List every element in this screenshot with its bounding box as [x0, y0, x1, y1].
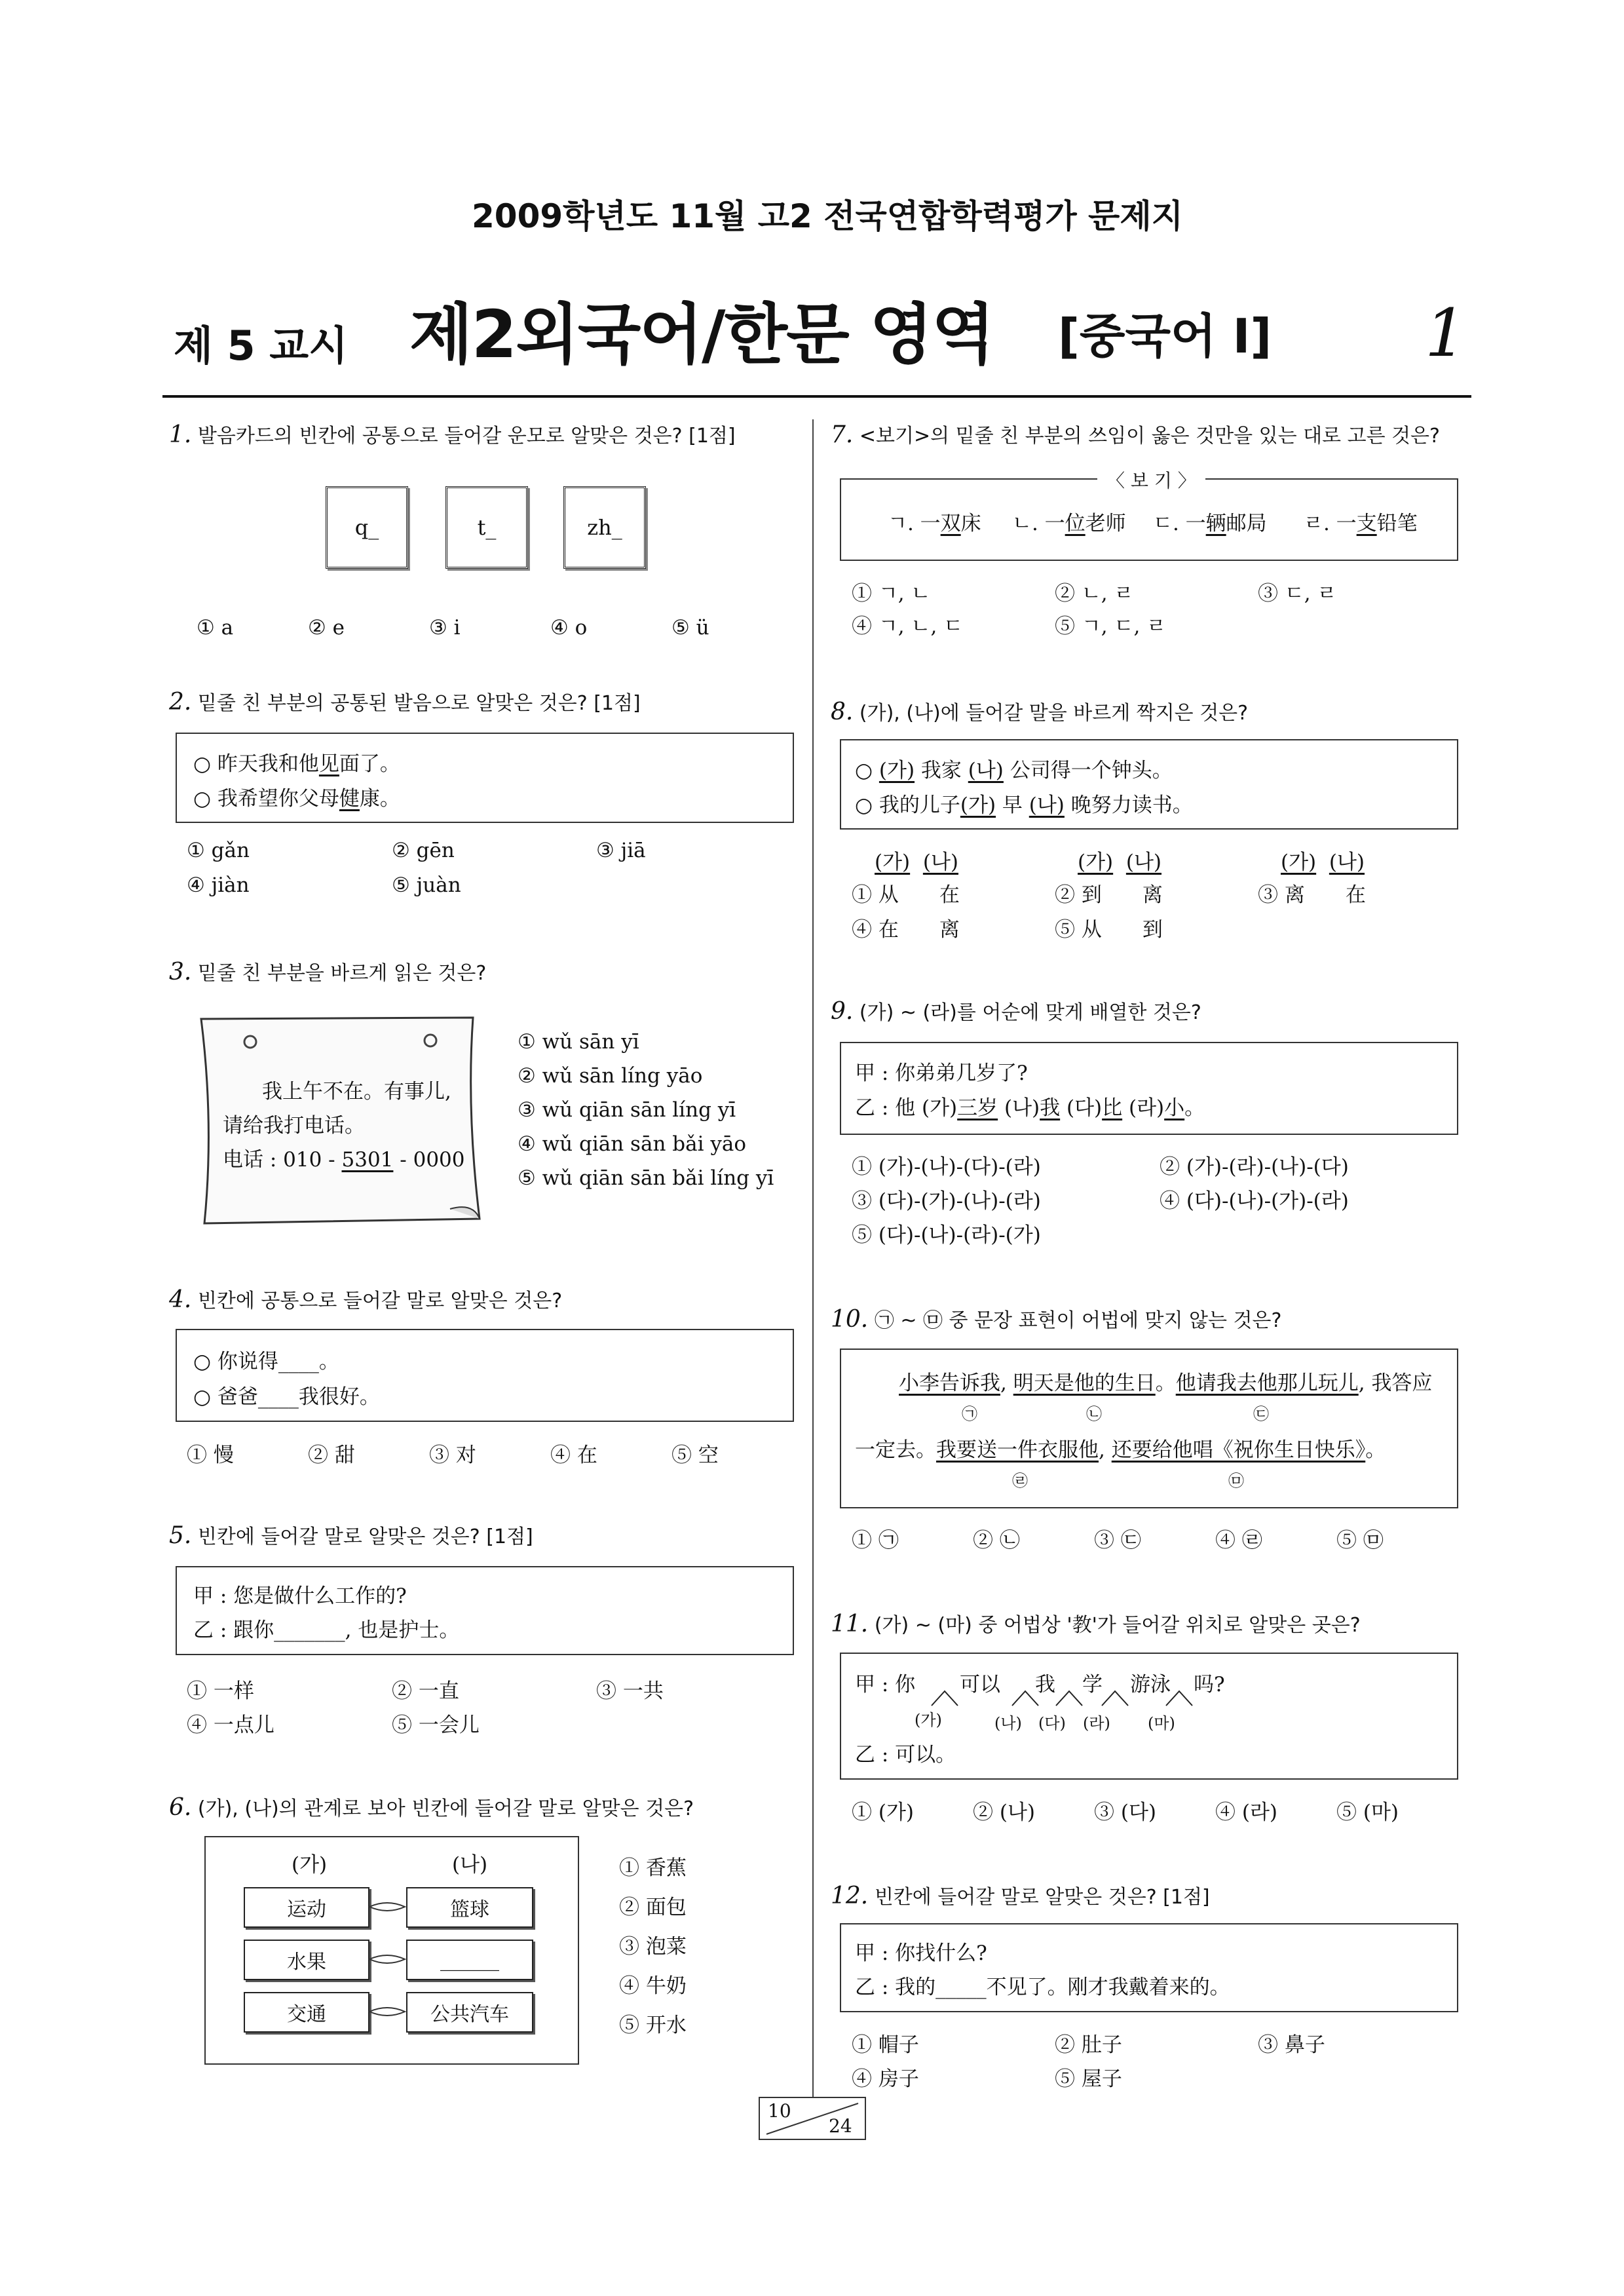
q11-option-2[interactable]: ② (나)	[973, 1801, 1035, 1824]
q7-option-2[interactable]: ② ㄴ, ㄹ	[1055, 582, 1134, 605]
q4-option-2[interactable]: ② 甜	[308, 1444, 355, 1467]
q5-option-5[interactable]: ⑤ 一会儿	[392, 1713, 480, 1737]
q10-option-3[interactable]: ③ ㉢	[1094, 1529, 1141, 1552]
q11-option-3[interactable]: ③ (다)	[1094, 1801, 1156, 1824]
q5-line-1: 甲 : 您是做什么工作的?	[193, 1584, 407, 1608]
q2-option-1[interactable]: ① gǎn	[187, 839, 250, 862]
q11-word-2: 可以	[960, 1673, 1000, 1696]
q11-option-5[interactable]: ⑤ (마)	[1336, 1801, 1399, 1824]
q6-option-5[interactable]: ⑤ 开水	[619, 2014, 687, 2037]
q8-line-2: ○ 我的儿子(가) 早 (나) 晚努力读书。	[855, 794, 1193, 817]
q8-option-3[interactable]: ③ 离 在	[1258, 883, 1366, 907]
q4-option-1[interactable]: ① 慢	[187, 1444, 234, 1467]
q9-option-2[interactable]: ② (가)-(라)-(나)-(다)	[1160, 1155, 1349, 1179]
q9-line-2: 乙 : 他 (가)三岁 (나)我 (다)比 (라)小。	[855, 1096, 1205, 1120]
q6-option-3[interactable]: ③ 泡菜	[619, 1935, 687, 1959]
question-1: 1. 발음카드의 빈칸에 공통으로 들어갈 운모로 알맞은 것은? [1점]	[169, 421, 736, 448]
q11-word-4: 学	[1082, 1673, 1103, 1696]
q8-header-3: (가) (나)	[1281, 851, 1365, 874]
q10-line-2: 一定去。我要送一件衣服他, 还要给他唱《祝你生日快乐》。	[855, 1438, 1386, 1462]
q12-option-5[interactable]: ⑤ 屋子	[1055, 2067, 1122, 2091]
q10-line-1: 小李告诉我, 明天是他的生日。他请我去他那儿玩儿, 我答应	[899, 1371, 1433, 1395]
q6-left-1: 运动	[244, 1887, 369, 1928]
q6-option-1[interactable]: ① 香蕉	[619, 1856, 687, 1880]
q5-line-2: 乙 : 跟你_______, 也是护士。	[193, 1618, 460, 1642]
q2-line-2: ○ 我希望你父母健康。	[193, 787, 400, 811]
q6-ga-label: (가)	[292, 1853, 328, 1877]
q9-option-1[interactable]: ① (가)-(나)-(다)-(라)	[852, 1155, 1041, 1179]
subject-sub: [중국어 Ⅰ]	[1058, 309, 1272, 364]
q3-option-1[interactable]: ① wǔ sān yī	[518, 1030, 639, 1054]
question-4: 4. 빈칸에 공통으로 들어갈 말로 알맞은 것은?	[169, 1286, 563, 1313]
header-rule	[162, 395, 1471, 398]
q5-option-3[interactable]: ③ 一共	[596, 1679, 664, 1703]
question-12: 12. 빈칸에 들어갈 말로 알맞은 것은? [1점]	[831, 1883, 1210, 1909]
q10-mark-2: ㉡	[1086, 1405, 1102, 1423]
q12-line-1: 甲 : 你找什么?	[855, 1942, 987, 1965]
q11-mark-3: (다)	[1038, 1714, 1066, 1732]
q5-option-2[interactable]: ② 一直	[392, 1679, 459, 1703]
q12-option-4[interactable]: ④ 房子	[852, 2067, 919, 2091]
memo-line-3: 电话 : 010 - 5301 - 0000	[223, 1148, 465, 1172]
q6-option-2[interactable]: ② 面包	[619, 1896, 687, 1919]
pinyin-card-3: zh_	[563, 486, 646, 569]
q10-option-2[interactable]: ② ㉡	[973, 1529, 1020, 1552]
q10-mark-3: ㉢	[1253, 1405, 1269, 1423]
footer-total: 24	[829, 2115, 852, 2137]
q7-item-1: ㄱ. 一双床	[888, 512, 981, 535]
q10-mark-1: ㉠	[962, 1405, 977, 1423]
page-number: 1	[1425, 295, 1467, 372]
q6-left-2: 水果	[244, 1940, 369, 1980]
q7-item-4: ㄹ. 一支铅笔	[1304, 512, 1418, 535]
q12-line-2: 乙 : 我的_____不见了。刚才我戴着来的。	[855, 1976, 1230, 1999]
footer-page: 10	[768, 2100, 791, 2122]
exam-title: 2009학년도 11월 고2 전국연합학력평가 문제지	[472, 197, 1183, 235]
question-5: 5. 빈칸에 들어갈 말로 알맞은 것은? [1점]	[169, 1522, 533, 1549]
q5-option-4[interactable]: ④ 一点儿	[187, 1713, 274, 1737]
q2-option-2[interactable]: ② gēn	[392, 839, 455, 862]
q7-option-5[interactable]: ⑤ ㄱ, ㄷ, ㄹ	[1055, 615, 1167, 638]
q8-header-1: (가) (나)	[875, 851, 958, 874]
relation-arrows	[367, 1887, 407, 2038]
q11-mark-5: (마)	[1148, 1714, 1175, 1732]
q6-option-4[interactable]: ④ 牛奶	[619, 1974, 687, 1998]
q2-line-1: ○ 昨天我和他见面了。	[193, 752, 400, 776]
question-7: 7. <보기>의 밑줄 친 부분의 쓰임이 옳은 것만을 있는 대로 고른 것은?	[831, 421, 1440, 448]
q10-option-1[interactable]: ① ㉠	[852, 1529, 899, 1552]
q11-line-2: 乙 : 可以。	[855, 1743, 956, 1767]
q1-option-4[interactable]: ④ o	[550, 616, 588, 640]
q9-line-1: 甲 : 你弟弟几岁了?	[855, 1062, 1028, 1085]
q8-option-4[interactable]: ④ 在 离	[852, 918, 960, 942]
question-6: 6. (가), (나)의 관계로 보아 빈칸에 들어갈 말로 알맞은 것은?	[169, 1794, 694, 1821]
q1-option-2[interactable]: ② e	[308, 616, 345, 640]
q3-option-2[interactable]: ② wǔ sān líng yāo	[518, 1064, 703, 1088]
q11-word-1: 甲 : 你	[855, 1673, 916, 1696]
q8-header-2: (가) (나)	[1078, 851, 1161, 874]
q6-left-3: 交通	[244, 1992, 369, 2033]
q10-mark-4: ㉣	[1012, 1472, 1028, 1490]
q9-option-4[interactable]: ④ (다)-(나)-(가)-(라)	[1160, 1189, 1349, 1213]
q1-option-1[interactable]: ① a	[197, 616, 234, 640]
q7-option-3[interactable]: ③ ㄷ, ㄹ	[1258, 582, 1337, 605]
q12-option-2[interactable]: ② 肚子	[1055, 2033, 1122, 2057]
q3-option-3[interactable]: ③ wǔ qiān sān líng yī	[518, 1098, 736, 1122]
q3-option-5[interactable]: ⑤ wǔ qiān sān bǎi líng yī	[518, 1166, 774, 1190]
q6-right-2: ______	[406, 1940, 533, 1980]
q1-option-5[interactable]: ⑤ ü	[671, 616, 709, 640]
q9-option-3[interactable]: ③ (다)-(가)-(나)-(라)	[852, 1189, 1041, 1213]
column-divider	[812, 419, 814, 2097]
q11-option-4[interactable]: ④ (라)	[1215, 1801, 1277, 1824]
q11-word-5: 游泳	[1130, 1673, 1171, 1696]
q11-mark-2: (나)	[994, 1714, 1022, 1732]
q11-mark-1: (가)	[915, 1711, 942, 1729]
period-label: 제 5 교시	[174, 322, 348, 370]
q3-option-4[interactable]: ④ wǔ qiān sān bǎi yāo	[518, 1132, 747, 1156]
memo-line-2: 请给我打电话。	[223, 1114, 365, 1138]
pinyin-card-1: q_	[326, 486, 408, 569]
pinyin-card-2: t_	[445, 486, 528, 569]
memo-line-1: 我上午不在。有事儿,	[262, 1080, 451, 1103]
q11-word-3: 我	[1035, 1673, 1055, 1696]
q4-option-4[interactable]: ④ 在	[550, 1444, 597, 1467]
q8-line-1: ○ (가) 我家 (나) 公司得一个钟头。	[855, 759, 1173, 782]
q4-option-5[interactable]: ⑤ 空	[671, 1444, 719, 1467]
insertion-carets	[904, 1687, 1205, 1707]
q9-option-5[interactable]: ⑤ (다)-(나)-(라)-(가)	[852, 1223, 1041, 1247]
q2-option-5[interactable]: ⑤ juàn	[392, 873, 461, 897]
q7-option-4[interactable]: ④ ㄱ, ㄴ, ㄷ	[852, 615, 964, 638]
q11-option-1[interactable]: ① (가)	[852, 1801, 914, 1824]
question-11: 11. (가) ~ (마) 중 어법상 '教'가 들어갈 위치로 알맞은 곳은?	[831, 1611, 1361, 1637]
q8-option-2[interactable]: ② 到 离	[1055, 883, 1163, 907]
q11-word-6: 吗?	[1194, 1673, 1225, 1696]
q4-line-2: ○ 爸爸____我很好。	[193, 1385, 380, 1409]
q10-option-4[interactable]: ④ ㉣	[1215, 1529, 1262, 1552]
q6-na-label: (나)	[452, 1853, 488, 1877]
q7-item-3: ㄷ. 一辆邮局	[1153, 512, 1267, 535]
q10-option-5[interactable]: ⑤ ㉤	[1336, 1529, 1384, 1552]
question-9: 9. (가) ~ (라)를 어순에 맞게 배열한 것은?	[831, 998, 1201, 1025]
subject-title: 제2외국어/한문 영역	[409, 296, 994, 373]
q6-right-1: 篮球	[406, 1887, 533, 1928]
q11-mark-4: (라)	[1083, 1714, 1110, 1732]
question-2: 2. 밑줄 친 부분의 공통된 발음으로 알맞은 것은? [1점]	[169, 689, 641, 716]
q4-line-1: ○ 你说得____。	[193, 1350, 339, 1373]
q12-option-3[interactable]: ③ 鼻子	[1258, 2033, 1325, 2057]
q5-option-1[interactable]: ① 一样	[187, 1679, 254, 1703]
q10-mark-5: ㉤	[1228, 1472, 1244, 1490]
q2-option-4[interactable]: ④ jiàn	[187, 873, 250, 897]
q4-option-3[interactable]: ③ 对	[429, 1444, 476, 1467]
question-10: 10. ㉠ ~ ㉤ 중 문장 표현이 어법에 맞지 않는 것은?	[831, 1306, 1282, 1333]
q2-option-3[interactable]: ③ jiā	[596, 839, 646, 862]
q8-option-1[interactable]: ① 从 在	[852, 883, 960, 907]
q7-item-2: ㄴ. 一位老师	[1012, 512, 1126, 535]
example-label: 〈 보 기 〉	[1097, 467, 1205, 493]
q12-option-1[interactable]: ① 帽子	[852, 2033, 919, 2057]
q8-option-5[interactable]: ⑤ 从 到	[1055, 918, 1163, 942]
q6-right-3: 公共汽车	[406, 1992, 533, 2033]
q7-option-1[interactable]: ① ㄱ, ㄴ	[852, 582, 931, 605]
q1-option-3[interactable]: ③ i	[429, 616, 461, 640]
question-8: 8. (가), (나)에 들어갈 말을 바르게 짝지은 것은?	[831, 698, 1249, 725]
question-3: 3. 밑줄 친 부분을 바르게 읽은 것은?	[169, 959, 487, 985]
